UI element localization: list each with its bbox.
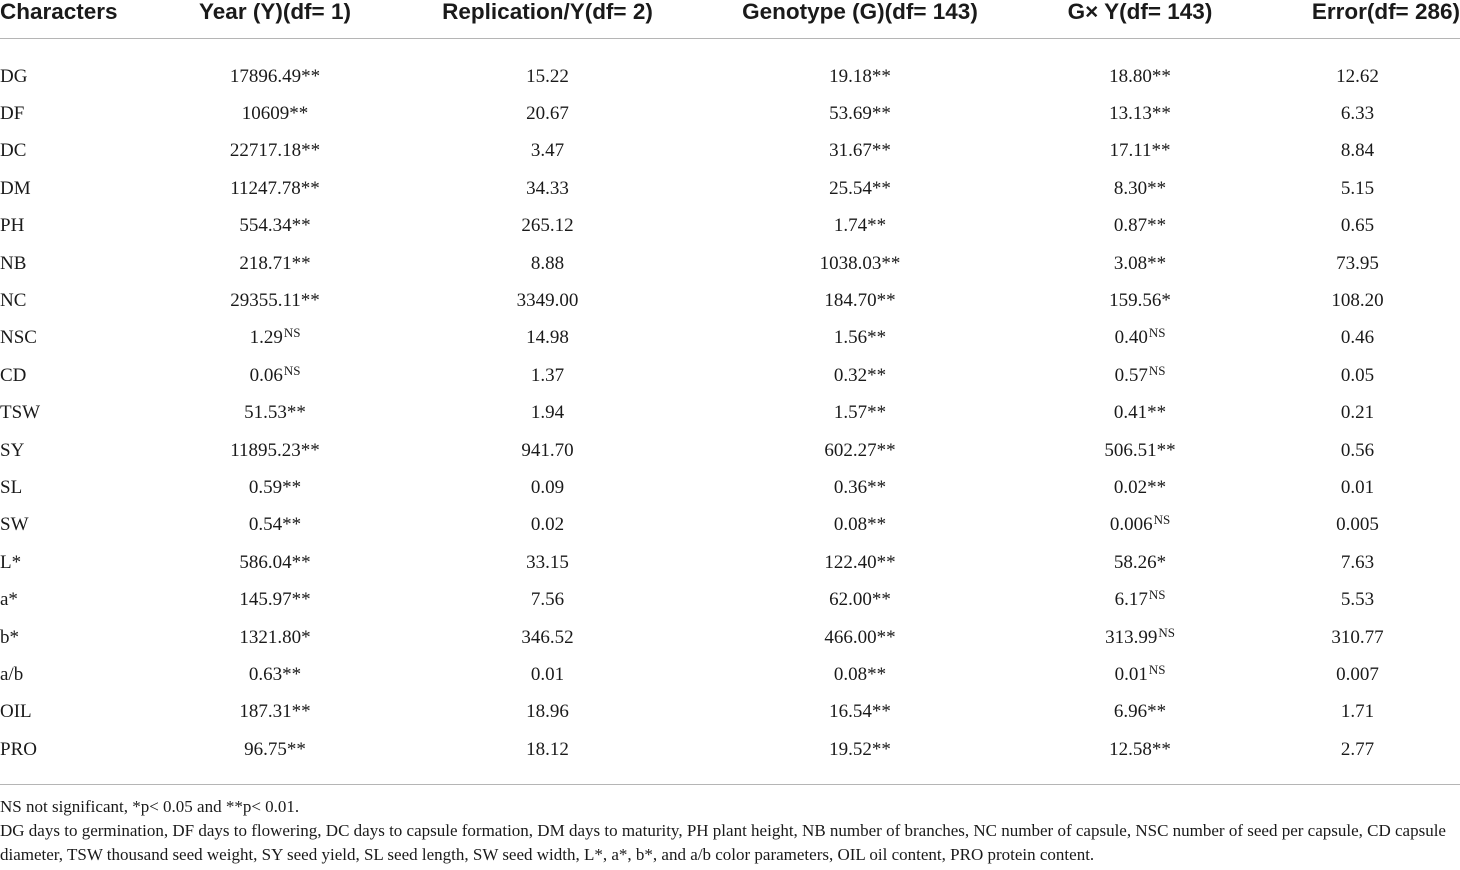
cell-gxy — [1025, 282, 1255, 319]
cell-character — [0, 95, 150, 132]
cell-genotype-value: 1.56** — [833, 327, 887, 349]
table-row — [0, 507, 1460, 544]
header-year: Year (Y)(df= 1) — [150, 0, 400, 39]
cell-year — [150, 395, 400, 432]
cell-year — [150, 581, 400, 618]
cell-character-value: b* — [0, 626, 19, 648]
cell-replication-value: 3349.00 — [516, 290, 579, 312]
cell-gxy — [1025, 544, 1255, 581]
cell-gxy — [1025, 507, 1255, 544]
cell-replication — [400, 320, 695, 357]
cell-replication-value: 8.88 — [530, 252, 565, 274]
cell-character — [0, 619, 150, 656]
cell-error-value: 0.005 — [1336, 514, 1379, 536]
cell-character — [0, 544, 150, 581]
cell-genotype-value: 1.74** — [833, 215, 887, 237]
table-row — [0, 581, 1460, 618]
cell-error-value: 0.65 — [1340, 215, 1375, 237]
cell-character-value: DG — [0, 65, 28, 87]
cell-genotype — [695, 133, 1025, 170]
cell-character — [0, 245, 150, 282]
cell-year-value: 29355.11** — [230, 290, 320, 312]
cell-character — [0, 357, 150, 394]
cell-genotype — [695, 469, 1025, 506]
cell-genotype — [695, 544, 1025, 581]
cell-gxy — [1025, 357, 1255, 394]
cell-character-value: a/b — [0, 663, 24, 685]
cell-genotype — [695, 282, 1025, 319]
cell-year-value: 218.71** — [239, 252, 311, 274]
cell-year-value: 51.53** — [244, 402, 306, 424]
header-error: Error(df= 286) — [1255, 0, 1460, 39]
cell-gxy-value: 13.13** — [1109, 103, 1171, 125]
cell-replication-value: 14.98 — [526, 327, 569, 349]
table-row — [0, 469, 1460, 506]
cell-replication — [400, 133, 695, 170]
cell-character-value: CD — [0, 364, 27, 386]
cell-character-value: PH — [0, 215, 25, 237]
cell-gxy-value: 58.26* — [1113, 551, 1167, 573]
cell-gxy-value: 159.56* — [1109, 290, 1171, 312]
cell-error — [1255, 208, 1460, 245]
cell-year-value: 11895.23** — [230, 439, 320, 461]
cell-error-value: 6.33 — [1340, 103, 1375, 125]
cell-replication — [400, 731, 695, 768]
header-characters: Characters — [0, 0, 150, 39]
cell-genotype-value: 1.57** — [833, 402, 887, 424]
cell-gxy — [1025, 320, 1255, 357]
cell-character-value: OIL — [0, 701, 32, 723]
cell-genotype — [695, 95, 1025, 132]
cell-replication — [400, 245, 695, 282]
cell-character-value: NSC — [0, 327, 37, 349]
table-row — [0, 357, 1460, 394]
table-row — [0, 282, 1460, 319]
cell-error-value: 0.05 — [1340, 364, 1375, 386]
cell-year-value: 586.04** — [239, 551, 311, 573]
cell-gxy-significance: NS — [1148, 325, 1166, 341]
cell-character — [0, 320, 150, 357]
cell-year-value: 1.29 — [249, 327, 283, 349]
cell-genotype — [695, 656, 1025, 693]
cell-year-value: 145.97** — [239, 589, 311, 611]
cell-gxy — [1025, 133, 1255, 170]
cell-genotype-value: 122.40** — [824, 551, 896, 573]
cell-year-value: 1321.80* — [239, 626, 311, 648]
cell-year-value: 0.06 — [249, 364, 283, 386]
cell-character — [0, 731, 150, 768]
cell-gxy-value: 0.02** — [1113, 476, 1167, 498]
cell-year-value: 187.31** — [239, 701, 311, 723]
cell-year — [150, 619, 400, 656]
cell-character — [0, 694, 150, 731]
cell-genotype-value: 184.70** — [824, 290, 896, 312]
cell-character — [0, 208, 150, 245]
cell-year — [150, 282, 400, 319]
cell-error-value: 12.62 — [1336, 65, 1379, 87]
cell-character-value: TSW — [0, 402, 41, 424]
cell-error-value: 73.95 — [1336, 252, 1379, 274]
cell-replication-value: 7.56 — [530, 589, 565, 611]
cell-gxy — [1025, 581, 1255, 618]
cell-replication — [400, 469, 695, 506]
cell-error-value: 5.15 — [1340, 177, 1375, 199]
cell-error — [1255, 282, 1460, 319]
cell-replication-value: 18.12 — [526, 738, 569, 760]
cell-character-value: a* — [0, 589, 18, 611]
cell-year-value: 10609** — [241, 103, 309, 125]
cell-genotype — [695, 357, 1025, 394]
table-row — [0, 731, 1460, 768]
cell-gxy — [1025, 395, 1255, 432]
cell-character-value: NB — [0, 252, 27, 274]
cell-error-value: 0.46 — [1340, 327, 1375, 349]
cell-replication-value: 0.01 — [530, 663, 565, 685]
cell-error — [1255, 694, 1460, 731]
header-replication: Replication/Y(df= 2) — [400, 0, 695, 39]
table-row — [0, 619, 1460, 656]
cell-gxy — [1025, 95, 1255, 132]
cell-error-value: 8.84 — [1340, 140, 1375, 162]
cell-genotype-value: 19.52** — [829, 738, 891, 760]
cell-gxy — [1025, 208, 1255, 245]
cell-gxy-value: 12.58** — [1109, 738, 1171, 760]
table-row — [0, 432, 1460, 469]
cell-genotype-value: 25.54** — [829, 177, 891, 199]
cell-replication-value: 15.22 — [526, 65, 569, 87]
cell-year-value: 96.75** — [244, 738, 306, 760]
cell-replication — [400, 581, 695, 618]
cell-year-value: 17896.49** — [229, 65, 321, 87]
cell-genotype — [695, 245, 1025, 282]
cell-character-value: SL — [0, 476, 23, 498]
table-header-row — [0, 0, 1460, 39]
cell-character-value: SY — [0, 439, 25, 461]
cell-character — [0, 507, 150, 544]
cell-error — [1255, 58, 1460, 95]
table-body — [0, 39, 1460, 769]
cell-gxy — [1025, 58, 1255, 95]
cell-error-value: 0.007 — [1336, 663, 1379, 685]
cell-error — [1255, 432, 1460, 469]
header-gxy: G× Y(df= 143) — [1025, 0, 1255, 39]
cell-year — [150, 507, 400, 544]
cell-replication — [400, 95, 695, 132]
cell-year-value: 22717.18** — [229, 140, 321, 162]
cell-gxy — [1025, 245, 1255, 282]
cell-replication — [400, 544, 695, 581]
table-row — [0, 133, 1460, 170]
abbreviations-note: DG days to germination, DF days to flowering, DC days to capsule formation, DM days to maturity, PH plant height, NB number of branches, NC number of capsule, NSC number of seed per capsule, CD capsule diameter, TSW thousand seed weight, SY seed yield, SL seed length, SW seed width, L*, a*, b*, and a/b color parameters, OIL oil content, PRO protein content. — [0, 821, 1446, 864]
cell-year-significance: NS — [283, 325, 301, 341]
cell-character — [0, 170, 150, 207]
cell-gxy-value: 6.17 — [1114, 589, 1148, 611]
cell-gxy-value: 0.57 — [1114, 364, 1148, 386]
cell-gxy-value: 0.01 — [1114, 663, 1148, 685]
cell-replication-value: 3.47 — [530, 140, 565, 162]
cell-gxy-significance: NS — [1148, 661, 1166, 677]
cell-replication — [400, 357, 695, 394]
cell-character — [0, 432, 150, 469]
cell-error — [1255, 170, 1460, 207]
cell-gxy — [1025, 170, 1255, 207]
cell-error-value: 0.56 — [1340, 439, 1375, 461]
cell-genotype-value: 1038.03** — [819, 252, 901, 274]
cell-gxy-value: 0.006 — [1109, 514, 1153, 536]
cell-genotype — [695, 395, 1025, 432]
cell-gxy-value: 0.40 — [1114, 327, 1148, 349]
cell-year — [150, 133, 400, 170]
cell-error — [1255, 95, 1460, 132]
table-row — [0, 58, 1460, 95]
table-row — [0, 208, 1460, 245]
cell-genotype — [695, 694, 1025, 731]
cell-character — [0, 133, 150, 170]
cell-replication — [400, 432, 695, 469]
cell-year — [150, 208, 400, 245]
cell-gxy — [1025, 469, 1255, 506]
cell-error — [1255, 731, 1460, 768]
cell-replication-value: 20.67 — [526, 103, 569, 125]
table-row — [0, 170, 1460, 207]
cell-genotype — [695, 58, 1025, 95]
cell-error-value: 310.77 — [1331, 626, 1384, 648]
cell-error — [1255, 133, 1460, 170]
cell-year — [150, 432, 400, 469]
cell-genotype-value: 62.00** — [829, 589, 891, 611]
cell-gxy-value: 8.30** — [1113, 177, 1167, 199]
cell-replication — [400, 208, 695, 245]
cell-genotype-value: 466.00** — [824, 626, 896, 648]
cell-error — [1255, 581, 1460, 618]
table-bottom-rule — [0, 784, 1460, 785]
cell-gxy — [1025, 656, 1255, 693]
cell-year — [150, 731, 400, 768]
cell-character — [0, 656, 150, 693]
header-genotype: Genotype (G)(df= 143) — [695, 0, 1025, 39]
cell-year-value: 0.59** — [248, 476, 302, 498]
cell-gxy — [1025, 619, 1255, 656]
cell-character-value: PRO — [0, 738, 37, 760]
table-row — [0, 320, 1460, 357]
cell-year — [150, 95, 400, 132]
cell-genotype — [695, 507, 1025, 544]
cell-error — [1255, 544, 1460, 581]
cell-gxy-value: 6.96** — [1113, 701, 1167, 723]
cell-replication-value: 1.37 — [530, 364, 565, 386]
cell-error-value: 1.71 — [1340, 701, 1375, 723]
cell-genotype-value: 0.08** — [833, 514, 887, 536]
cell-genotype-value: 19.18** — [829, 65, 891, 87]
cell-error — [1255, 507, 1460, 544]
cell-gxy — [1025, 694, 1255, 731]
cell-replication-value: 346.52 — [521, 626, 574, 648]
cell-gxy-value: 18.80** — [1109, 65, 1171, 87]
cell-replication — [400, 170, 695, 207]
cell-character — [0, 581, 150, 618]
cell-replication — [400, 395, 695, 432]
cell-error-value: 0.21 — [1340, 402, 1375, 424]
cell-replication — [400, 694, 695, 731]
table-row — [0, 395, 1460, 432]
cell-genotype — [695, 619, 1025, 656]
cell-error — [1255, 357, 1460, 394]
cell-gxy-significance: NS — [1158, 624, 1175, 640]
cell-replication-value: 0.09 — [530, 476, 565, 498]
cell-character-value: DM — [0, 177, 31, 199]
cell-replication — [400, 619, 695, 656]
cell-year-value: 0.54** — [248, 514, 302, 536]
cell-year — [150, 544, 400, 581]
cell-year-value: 11247.78** — [230, 177, 320, 199]
cell-replication — [400, 507, 695, 544]
cell-character-value: DC — [0, 140, 27, 162]
cell-replication-value: 33.15 — [526, 551, 569, 573]
cell-gxy-value: 0.87** — [1113, 215, 1167, 237]
cell-gxy — [1025, 731, 1255, 768]
header-spacer — [0, 39, 1460, 59]
cell-replication-value: 34.33 — [526, 177, 569, 199]
table-row — [0, 95, 1460, 132]
cell-character-value: DF — [0, 103, 25, 125]
cell-character-value: NC — [0, 290, 27, 312]
cell-year — [150, 170, 400, 207]
cell-genotype-value: 602.27** — [824, 439, 896, 461]
table-footnotes — [0, 795, 1460, 867]
cell-character-value: L* — [0, 551, 22, 573]
cell-year — [150, 469, 400, 506]
cell-genotype — [695, 731, 1025, 768]
cell-gxy-value: 3.08** — [1113, 252, 1167, 274]
cell-character — [0, 395, 150, 432]
cell-gxy-value: 313.99 — [1105, 626, 1158, 648]
cell-year-significance: NS — [283, 362, 301, 378]
cell-replication — [400, 58, 695, 95]
cell-gxy-significance: NS — [1153, 512, 1171, 528]
cell-error — [1255, 619, 1460, 656]
cell-replication-value: 18.96 — [526, 701, 569, 723]
cell-character — [0, 58, 150, 95]
cell-year — [150, 656, 400, 693]
cell-gxy-significance: NS — [1148, 362, 1166, 378]
cell-replication — [400, 282, 695, 319]
cell-year — [150, 58, 400, 95]
cell-error — [1255, 245, 1460, 282]
cell-gxy-value: 0.41** — [1113, 402, 1167, 424]
cell-year — [150, 245, 400, 282]
cell-error-value: 108.20 — [1331, 290, 1384, 312]
cell-replication-value: 265.12 — [521, 215, 574, 237]
cell-year — [150, 357, 400, 394]
cell-error — [1255, 395, 1460, 432]
cell-genotype — [695, 320, 1025, 357]
cell-genotype — [695, 581, 1025, 618]
cell-genotype-value: 53.69** — [829, 103, 891, 125]
cell-replication-value: 0.02 — [530, 514, 565, 536]
cell-error-value: 5.53 — [1340, 589, 1375, 611]
cell-year — [150, 694, 400, 731]
cell-genotype-value: 31.67** — [829, 140, 891, 162]
cell-error — [1255, 320, 1460, 357]
cell-year-value: 0.63** — [248, 663, 302, 685]
cell-genotype-value: 0.36** — [833, 476, 887, 498]
table-row — [0, 656, 1460, 693]
cell-character — [0, 469, 150, 506]
cell-error-value: 2.77 — [1340, 738, 1375, 760]
cell-genotype-value: 0.08** — [833, 663, 887, 685]
table-row — [0, 245, 1460, 282]
cell-gxy — [1025, 432, 1255, 469]
cell-genotype-value: 0.32** — [833, 364, 887, 386]
cell-genotype — [695, 432, 1025, 469]
cell-replication-value: 1.94 — [530, 402, 565, 424]
cell-replication — [400, 656, 695, 693]
cell-error-value: 7.63 — [1340, 551, 1375, 573]
cell-year — [150, 320, 400, 357]
cell-character-value: SW — [0, 514, 29, 536]
cell-genotype — [695, 170, 1025, 207]
cell-error — [1255, 469, 1460, 506]
table-row — [0, 694, 1460, 731]
cell-gxy-significance: NS — [1148, 587, 1166, 603]
significance-note: NS not significant, *p< 0.05 and **p< 0.01. — [0, 797, 300, 816]
cell-genotype-value: 16.54** — [829, 701, 891, 723]
cell-replication-value: 941.70 — [521, 439, 574, 461]
cell-gxy-value: 506.51** — [1104, 439, 1176, 461]
cell-error-value: 0.01 — [1340, 476, 1375, 498]
cell-character — [0, 282, 150, 319]
cell-gxy-value: 17.11** — [1109, 140, 1171, 162]
table-row — [0, 544, 1460, 581]
cell-genotype — [695, 208, 1025, 245]
cell-error — [1255, 656, 1460, 693]
cell-year-value: 554.34** — [239, 215, 311, 237]
